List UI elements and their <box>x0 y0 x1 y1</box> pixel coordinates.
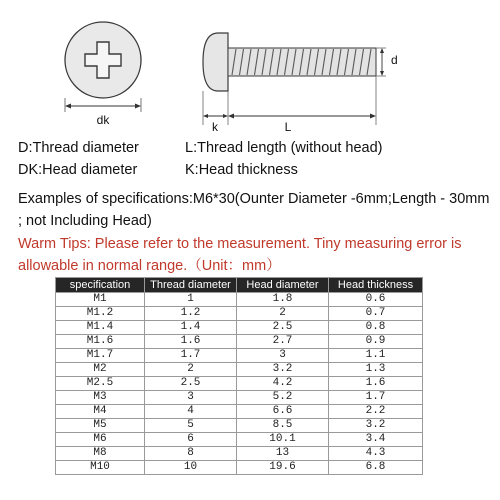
cell-specification: M8 <box>56 447 145 461</box>
table-header-row <box>56 278 423 293</box>
header-specification: specification <box>56 278 145 293</box>
table-row <box>56 447 423 461</box>
cell-thread-diameter: 2 <box>145 363 237 377</box>
header-head-diameter: Head diameter <box>237 278 329 293</box>
cell-head-thickness: 0.9 <box>329 335 423 349</box>
cell-head-thickness: 4.3 <box>329 447 423 461</box>
cell-specification: M1.4 <box>56 321 145 335</box>
cell-thread-diameter: 1.4 <box>145 321 237 335</box>
cell-head-diameter: 3.2 <box>237 363 329 377</box>
cell-specification: M1.2 <box>56 307 145 321</box>
cell-head-diameter: 19.6 <box>237 461 329 475</box>
table-row <box>56 335 423 349</box>
legend-thread-diameter: D:Thread diameter <box>18 140 139 156</box>
cell-thread-diameter: 6 <box>145 433 237 447</box>
table-row <box>56 461 423 475</box>
cell-head-thickness: 2.2 <box>329 405 423 419</box>
header-head-thickness: Head thickness <box>329 278 423 293</box>
k-dimension-label: k <box>212 120 218 134</box>
cell-thread-diameter: 4 <box>145 405 237 419</box>
cell-head-thickness: 0.7 <box>329 307 423 321</box>
cell-head-thickness: 1.1 <box>329 349 423 363</box>
table-row <box>56 363 423 377</box>
cell-head-thickness: 1.6 <box>329 377 423 391</box>
cell-head-thickness: 6.8 <box>329 461 423 475</box>
cell-head-diameter: 5.2 <box>237 391 329 405</box>
d-dimension-label: d <box>391 53 398 67</box>
cell-thread-diameter: 10 <box>145 461 237 475</box>
cell-thread-diameter: 2.5 <box>145 377 237 391</box>
screw-head-top-view <box>65 22 141 112</box>
table-row <box>56 321 423 335</box>
cell-head-diameter: 2 <box>237 307 329 321</box>
cell-head-diameter: 2.5 <box>237 321 329 335</box>
table-row <box>56 405 423 419</box>
screw-diagram <box>0 0 500 140</box>
cell-thread-diameter: 8 <box>145 447 237 461</box>
spec-table-body <box>56 293 423 475</box>
cell-thread-diameter: 1.6 <box>145 335 237 349</box>
cell-head-thickness: 3.4 <box>329 433 423 447</box>
table-row <box>56 419 423 433</box>
cell-specification: M2.5 <box>56 377 145 391</box>
cell-specification: M1 <box>56 293 145 307</box>
cell-specification: M2 <box>56 363 145 377</box>
cell-specification: M1.6 <box>56 335 145 349</box>
cell-thread-diameter: 5 <box>145 419 237 433</box>
cell-head-diameter: 1.8 <box>237 293 329 307</box>
cell-head-thickness: 0.8 <box>329 321 423 335</box>
cell-head-diameter: 8.5 <box>237 419 329 433</box>
cell-thread-diameter: 1.2 <box>145 307 237 321</box>
cell-head-diameter: 13 <box>237 447 329 461</box>
table-row <box>56 349 423 363</box>
cell-head-thickness: 0.6 <box>329 293 423 307</box>
legend-head-diameter: DK:Head diameter <box>18 162 138 178</box>
table-row <box>56 391 423 405</box>
cell-head-thickness: 1.3 <box>329 363 423 377</box>
spec-table <box>55 277 423 475</box>
l-dimension-label: L <box>284 120 292 134</box>
specification-example: Examples of specifications:M6*30(Ounter Diameter -6mm;Length - 30mm ; not Including Head) <box>18 191 490 229</box>
cell-head-thickness: 1.7 <box>329 391 423 405</box>
cell-thread-diameter: 1 <box>145 293 237 307</box>
cell-specification: M5 <box>56 419 145 433</box>
legend-head-thickness: K:Head thickness <box>185 162 298 178</box>
table-row <box>56 307 423 321</box>
cell-head-diameter: 3 <box>237 349 329 363</box>
warm-tips-note: Warm Tips: Please refer to the measurement. Tiny measuring error is allowable in normal range.（Unit：mm） <box>18 236 462 274</box>
cell-specification: M10 <box>56 461 145 475</box>
cell-head-thickness: 3.2 <box>329 419 423 433</box>
cell-thread-diameter: 1.7 <box>145 349 237 363</box>
cell-thread-diameter: 3 <box>145 391 237 405</box>
cell-head-diameter: 6.6 <box>237 405 329 419</box>
cell-head-diameter: 2.7 <box>237 335 329 349</box>
cell-specification: M1.7 <box>56 349 145 363</box>
screw-side-view <box>203 33 386 125</box>
cell-specification: M4 <box>56 405 145 419</box>
cell-head-diameter: 4.2 <box>237 377 329 391</box>
cell-head-diameter: 10.1 <box>237 433 329 447</box>
table-row <box>56 377 423 391</box>
table-row <box>56 293 423 307</box>
cell-specification: M3 <box>56 391 145 405</box>
legend-thread-length: L:Thread length (without head) <box>185 140 383 156</box>
table-row <box>56 433 423 447</box>
header-thread-diameter: Thread diameter <box>145 278 237 293</box>
cell-specification: M6 <box>56 433 145 447</box>
dk-dimension-label: dk <box>96 113 110 127</box>
